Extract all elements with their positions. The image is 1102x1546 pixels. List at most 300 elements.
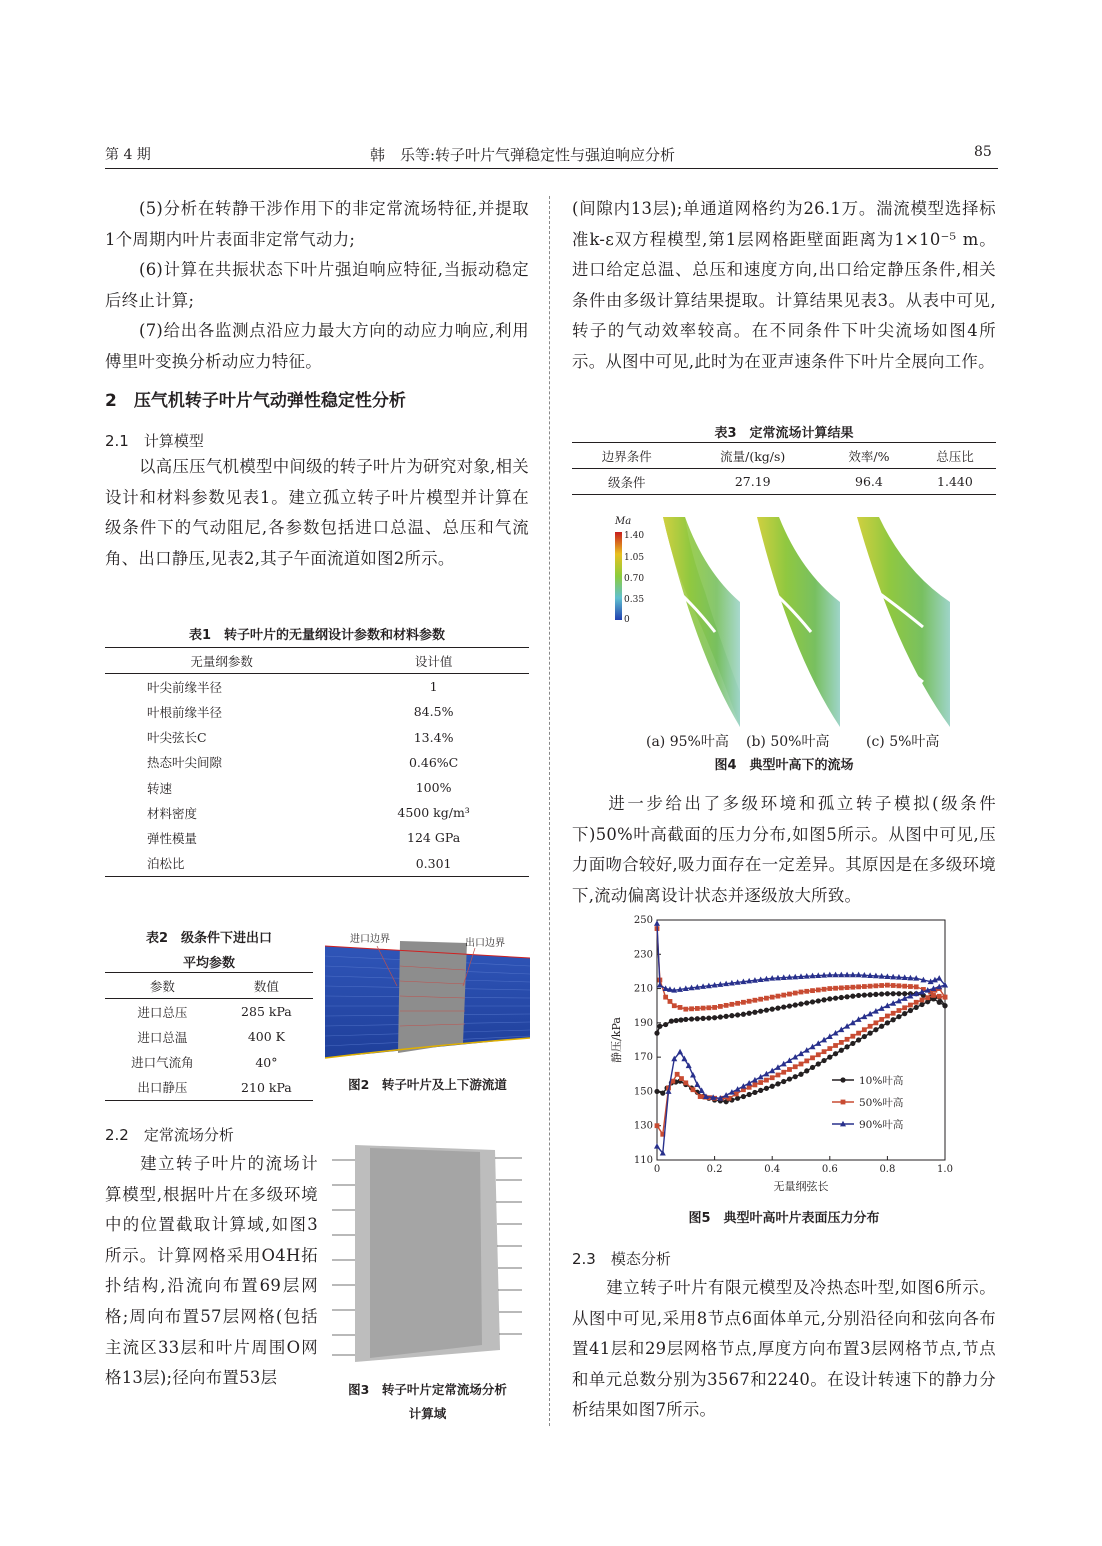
table-cell: 0.301 <box>338 851 529 877</box>
data-point <box>879 991 884 996</box>
data-point <box>781 1079 786 1084</box>
data-point <box>654 920 660 926</box>
table-row <box>105 851 529 877</box>
colorbar <box>615 532 622 620</box>
data-point <box>700 1016 705 1021</box>
data-point <box>850 985 855 990</box>
data-point <box>712 1005 717 1010</box>
data-point <box>833 1051 838 1056</box>
data-point <box>741 1012 746 1017</box>
data-point <box>804 989 809 994</box>
data-point <box>816 998 821 1003</box>
figure-2-flowpath <box>325 926 530 1066</box>
table-2-caption-line: 表2 级条件下进出口 <box>145 931 273 946</box>
data-point <box>799 1062 804 1067</box>
table-cell: 弹性模量 <box>147 830 198 846</box>
data-point <box>799 990 804 995</box>
data-point <box>758 1080 763 1085</box>
outlet-arrows <box>495 1158 522 1334</box>
data-point <box>810 1055 815 1060</box>
table-cell: 级条件 <box>572 469 681 495</box>
data-point <box>827 996 832 1001</box>
data-point <box>833 996 838 1001</box>
data-point <box>931 993 936 998</box>
right-paragraph-3: 建立转子叶片有限元模型及冷热态叶型,如图6所示。从图中可见,采用8节点6面体单元,分别沿径向和弦向各布置41层和29层网格节点,厚度方向布置3层网格节点,节点和单元总数分别为3567和2240。在设计转速下的静力分析结果如图7所示。 <box>572 1278 996 1420</box>
data-point <box>758 1088 763 1093</box>
data-point <box>856 993 861 998</box>
data-point <box>798 1001 803 1006</box>
y-tick-label: 170 <box>633 1052 653 1064</box>
data-point <box>741 1094 746 1099</box>
data-point <box>914 1005 919 1010</box>
data-point <box>844 1023 850 1029</box>
data-point <box>747 1092 752 1097</box>
data-point <box>654 1143 660 1149</box>
figure-3-caption-line: 计算域 <box>408 1406 447 1421</box>
data-point <box>712 1015 717 1020</box>
data-point <box>868 1024 873 1029</box>
data-point <box>781 1004 786 1009</box>
subsection-2-2-heading: 2.2 定常流场分析 <box>105 1126 234 1144</box>
data-point <box>734 1092 739 1097</box>
table-row <box>105 1050 313 1075</box>
data-point <box>850 994 855 999</box>
table-2 <box>105 972 313 1101</box>
table-row <box>105 725 529 750</box>
inlet-boundary-label: 进口边界 <box>350 934 390 945</box>
data-point <box>850 1041 855 1046</box>
data-point <box>706 1015 711 1020</box>
data-point <box>698 1094 703 1099</box>
table-3 <box>572 442 996 495</box>
data-point <box>844 994 849 999</box>
data-point <box>815 1040 821 1046</box>
table-cell: 进口总温 <box>137 1029 188 1045</box>
table-cell: 叶尖弦长C <box>147 730 207 746</box>
data-point <box>885 1014 890 1019</box>
flow-field-c <box>857 517 950 727</box>
data-point <box>827 1033 833 1039</box>
data-point <box>787 1003 792 1008</box>
data-point <box>891 983 896 988</box>
table-cell: 285 kPa <box>241 1004 292 1020</box>
data-point <box>839 1040 844 1045</box>
table-header-row <box>572 443 996 469</box>
colorbar-tick: 0.70 <box>624 574 645 584</box>
data-point <box>822 987 827 992</box>
table-header-cell: 效率/% <box>824 443 914 469</box>
table-cell: 出口静压 <box>105 1075 220 1101</box>
data-point <box>770 1007 775 1012</box>
flow-field-a <box>663 517 740 727</box>
data-point <box>804 1047 810 1053</box>
data-point <box>787 992 792 997</box>
data-point <box>879 1024 884 1029</box>
y-axis-label: 静压/kPa <box>610 1017 623 1063</box>
data-point <box>735 1012 740 1017</box>
data-point <box>879 983 884 988</box>
data-point <box>844 1044 849 1049</box>
data-point <box>885 983 890 988</box>
data-point <box>896 1014 901 1019</box>
data-point <box>663 985 669 991</box>
table-2-caption <box>105 926 313 976</box>
data-point <box>810 1044 816 1050</box>
data-point <box>669 1019 674 1024</box>
figure-5-caption: 图5 典型叶高叶片表面压力分布 <box>688 1211 880 1226</box>
data-point <box>891 991 896 996</box>
data-point <box>942 1003 947 1008</box>
paragraph-2-1: 以高压压气机模型中间级的转子叶片为研究对象,相关设计和材料参数见表1。建立孤立转子叶片模型并计算在级条件下的气动阻尼,各参数包括进口总温、总压和气流角、出口静压,见表2,其子午面流道如图2所示。 <box>105 457 529 568</box>
colorbar-tick: 0 <box>624 615 630 625</box>
data-point <box>654 1089 659 1094</box>
data-point <box>891 1017 896 1022</box>
table-3-caption: 表3 定常流场计算结果 <box>714 426 854 441</box>
data-point <box>770 1075 775 1080</box>
data-point <box>833 986 838 991</box>
x-tick-label: 1.0 <box>937 1164 953 1175</box>
series-line-upper <box>657 923 945 990</box>
figure-3-caption <box>325 1378 530 1426</box>
item-6: (6)计算在共振状态下叶片强迫响应特征,当振动稳定后终止计算; <box>105 260 529 310</box>
table-header-cell: 无量纲参数 <box>105 648 338 674</box>
legend-label: 90%叶高 <box>859 1119 904 1131</box>
table-cell: 210 kPa <box>220 1075 313 1101</box>
data-point <box>758 1009 763 1014</box>
data-point <box>862 992 867 997</box>
data-point <box>793 1002 798 1007</box>
data-point <box>879 1017 884 1022</box>
table-cell: 96.4 <box>824 469 914 495</box>
data-point <box>920 998 925 1003</box>
data-point <box>764 996 769 1001</box>
data-point <box>804 1059 809 1064</box>
series-line-upper <box>657 929 945 1010</box>
table-row <box>105 1075 313 1101</box>
data-point <box>850 1020 856 1026</box>
table-header-row <box>105 648 529 674</box>
table-header-cell: 边界条件 <box>572 443 681 469</box>
data-point <box>821 1037 827 1043</box>
table-1 <box>105 647 529 877</box>
data-point <box>862 1027 867 1032</box>
data-point <box>770 1084 775 1089</box>
data-point <box>943 995 948 1000</box>
legend-label: 50%叶高 <box>859 1097 904 1109</box>
data-point <box>914 1000 919 1005</box>
table-row <box>105 999 313 1025</box>
page-number: 85 <box>974 144 992 160</box>
table-header-cell: 数值 <box>220 973 313 999</box>
data-point <box>689 1016 694 1021</box>
data-point <box>752 1090 757 1095</box>
subsection-2-1-heading: 2.1 计算模型 <box>105 432 204 450</box>
y-tick-label: 210 <box>633 983 653 995</box>
data-point <box>683 1080 688 1085</box>
table-cell: 泊松比 <box>105 851 338 877</box>
data-point <box>822 1049 827 1054</box>
data-point <box>752 1010 757 1015</box>
data-point <box>781 993 786 998</box>
data-point <box>691 1087 696 1092</box>
data-point <box>724 1014 729 1019</box>
data-point <box>741 1000 746 1005</box>
data-point <box>804 1000 809 1005</box>
data-point <box>675 1072 680 1077</box>
y-tick-label: 250 <box>633 915 653 926</box>
table-cell: 84.5% <box>413 704 454 720</box>
data-point <box>845 985 850 990</box>
data-point <box>689 1006 694 1011</box>
data-point <box>764 1086 769 1091</box>
data-point <box>690 1072 696 1078</box>
data-point <box>786 1057 792 1063</box>
data-point <box>885 1020 890 1025</box>
table-cell: 材料密度 <box>147 805 198 821</box>
x-tick-label: 0.6 <box>821 1164 838 1175</box>
data-point <box>856 1037 861 1042</box>
section-2-heading: 2 压气机转子叶片气动弹性稳定性分析 <box>105 391 406 411</box>
data-point <box>753 1083 758 1088</box>
data-point <box>885 991 890 996</box>
table-cell: 进口总压 <box>137 1004 188 1020</box>
table-1-caption: 表1 转子叶片的无量纲设计参数和材料参数 <box>188 628 446 643</box>
data-point <box>897 983 902 988</box>
data-point <box>821 997 826 1002</box>
table-cell: 转速 <box>147 780 173 796</box>
table-cell: 1 <box>429 679 438 695</box>
data-point <box>936 975 942 981</box>
data-point <box>839 1048 844 1053</box>
data-point <box>781 1061 787 1067</box>
table-row <box>105 699 529 724</box>
data-point <box>718 1014 723 1019</box>
x-tick-label: 0 <box>653 1164 661 1175</box>
data-point <box>677 1049 683 1055</box>
table-cell: 1.440 <box>914 469 996 495</box>
table-row <box>105 825 529 850</box>
chart-legend <box>832 1074 903 1131</box>
data-point <box>873 1027 878 1032</box>
data-point <box>683 1007 688 1012</box>
data-point <box>816 1061 821 1066</box>
table-row <box>105 674 529 700</box>
data-point <box>816 988 821 993</box>
data-point <box>747 1011 752 1016</box>
data-point <box>937 994 942 999</box>
data-point <box>839 995 844 1000</box>
data-point <box>753 998 758 1003</box>
data-point <box>747 1085 752 1090</box>
data-point <box>902 1011 907 1016</box>
issue-number: 第 4 期 <box>105 147 151 163</box>
data-point <box>798 1051 804 1057</box>
y-tick-label: 150 <box>633 1086 653 1098</box>
data-point <box>827 1055 832 1060</box>
data-point <box>868 1031 873 1036</box>
table-header-cell: 流量/(kg/s) <box>681 443 824 469</box>
data-point <box>764 1078 769 1083</box>
figure-4-subcaption-c: (c) 5%叶高 <box>866 734 940 750</box>
running-title: 韩 乐等:转子叶片气弹稳定性与强迫响应分析 <box>370 146 676 164</box>
figure-3-caption-line: 图3 转子叶片定常流场分析 <box>348 1382 507 1397</box>
data-point <box>873 1020 878 1025</box>
colorbar-tick: 1.40 <box>624 531 645 541</box>
data-point <box>908 1003 913 1008</box>
data-point <box>862 984 867 989</box>
data-point <box>908 1008 913 1013</box>
data-point <box>787 1076 792 1081</box>
data-point <box>810 988 815 993</box>
data-point <box>735 1096 740 1101</box>
data-point <box>810 1065 815 1070</box>
data-point <box>729 1013 734 1018</box>
data-point <box>678 1005 683 1010</box>
data-point <box>850 1034 855 1039</box>
table-cell: 40° <box>255 1054 278 1070</box>
data-point <box>729 1002 734 1007</box>
x-axis-label: 无量纲弦长 <box>773 1180 829 1193</box>
y-tick-label: 130 <box>633 1120 653 1132</box>
table-row <box>105 750 529 775</box>
data-point <box>654 1031 659 1036</box>
data-point <box>770 995 775 1000</box>
colorbar-tick: 0.35 <box>624 595 645 605</box>
table-cell: 叶尖前缘半径 <box>147 679 223 695</box>
figure-5-pressure-chart <box>600 910 980 1200</box>
data-point <box>781 1070 786 1075</box>
blade-region <box>370 1148 482 1358</box>
data-point <box>663 995 668 1000</box>
series-triangle <box>654 920 948 1155</box>
data-point <box>925 995 930 1000</box>
data-point <box>787 1067 792 1072</box>
data-point <box>862 1034 867 1039</box>
data-point <box>804 1068 809 1073</box>
y-tick-label: 110 <box>633 1155 653 1166</box>
data-point <box>657 1024 662 1029</box>
data-point <box>827 986 832 991</box>
table-cell: 热态叶尖间隙 <box>147 755 223 771</box>
data-point <box>798 1072 803 1077</box>
data-point <box>718 1004 723 1009</box>
x-tick-label: 0.8 <box>879 1164 896 1175</box>
item-5: (5)分析在转静干涉作用下的非定常流场特征,并提取1个周期内叶片表面非定常气动力; <box>105 199 529 249</box>
data-point <box>672 1003 677 1008</box>
data-point <box>908 984 913 989</box>
item-7: (7)给出各监测点沿应力最大方向的动应力响应,利用傅里叶变换分析动应力特征。 <box>105 321 529 371</box>
data-point <box>902 1005 907 1010</box>
table-2-caption-line: 平均参数 <box>182 956 235 971</box>
figure-3-computational-domain <box>330 1140 530 1370</box>
data-point <box>679 1076 684 1081</box>
figure-4-subcaption-a: (a) 95%叶高 <box>646 734 729 750</box>
data-point <box>902 984 907 989</box>
series-square <box>655 926 948 1137</box>
table-cell: 100% <box>415 780 452 796</box>
x-tick-label: 0.2 <box>706 1164 723 1175</box>
figure-4-tip-flow-fields <box>605 512 965 732</box>
data-point <box>758 997 763 1002</box>
table-cell: 0.46%C <box>408 754 459 770</box>
figure-4-subcaption-b: (b) 50%叶高 <box>746 734 830 750</box>
table-header-cell: 总压比 <box>914 443 996 469</box>
table-row <box>105 775 529 800</box>
chart-series <box>654 920 948 1155</box>
colorbar-tick: 1.05 <box>624 553 645 563</box>
header-rule <box>105 168 998 169</box>
data-point <box>891 1011 896 1016</box>
data-point <box>747 999 752 1004</box>
table-header-cell: 设计值 <box>338 648 529 674</box>
data-point <box>660 1091 665 1096</box>
outlet-boundary-label: 出口边界 <box>465 938 505 949</box>
data-point <box>764 1008 769 1013</box>
data-point <box>775 1081 780 1086</box>
flow-field-b <box>757 517 840 727</box>
data-point <box>914 984 919 989</box>
data-point <box>776 1073 781 1078</box>
data-point <box>701 1006 706 1011</box>
table-cell: 27.19 <box>681 469 824 495</box>
data-point <box>816 1052 821 1057</box>
table-cell: 叶根前缘半径 <box>147 704 223 720</box>
figure-4-caption: 图4 典型叶高下的流场 <box>714 758 854 773</box>
table-cell: 124 GPa <box>407 830 461 846</box>
table-row <box>105 800 529 825</box>
y-tick-label: 190 <box>633 1017 653 1029</box>
table-row <box>572 469 996 495</box>
data-point <box>694 1081 700 1087</box>
column-divider <box>549 196 550 1426</box>
data-point <box>810 999 815 1004</box>
data-point <box>845 1037 850 1042</box>
data-point <box>695 1006 700 1011</box>
data-point <box>833 1043 838 1048</box>
legend-label: 10%叶高 <box>859 1075 904 1087</box>
figure-2-caption: 图2 转子叶片及上下游流道 <box>348 1077 507 1092</box>
data-point <box>674 1018 679 1023</box>
table-cell: 13.4% <box>413 729 454 745</box>
data-point <box>833 1030 839 1036</box>
data-point <box>695 1016 700 1021</box>
table-header-cell: 参数 <box>105 973 220 999</box>
data-point <box>840 1077 845 1082</box>
table-cell: 400 K <box>247 1029 285 1045</box>
data-point <box>856 984 861 989</box>
colorbar-title: Ma <box>615 516 632 527</box>
data-point <box>839 985 844 990</box>
x-tick-label: 0.4 <box>764 1164 781 1175</box>
inlet-arrows <box>332 1160 355 1355</box>
data-point <box>827 1046 832 1051</box>
table-cell: 4500 kg/m³ <box>397 805 470 821</box>
data-point <box>724 1003 729 1008</box>
data-point <box>897 1008 902 1013</box>
data-point <box>775 1064 781 1070</box>
data-point <box>792 1054 798 1060</box>
data-point <box>793 1064 798 1069</box>
paragraph-2-2: 建立转子叶片的流场计算模型,根据叶片在多级环境中的位置截取计算域,如图3所示。计算网格采用O4H拓扑结构,沿流向布置69层网格;周向布置57层网格(包括主流区33层和叶片周围O网格13层);径向布置53层 <box>105 1154 318 1388</box>
data-point <box>821 1058 826 1063</box>
data-point <box>868 984 873 989</box>
data-point <box>663 1022 668 1027</box>
data-point <box>683 1017 688 1022</box>
data-point <box>793 1074 798 1079</box>
table-row <box>105 1024 313 1049</box>
data-point <box>735 1001 740 1006</box>
data-point <box>896 991 901 996</box>
